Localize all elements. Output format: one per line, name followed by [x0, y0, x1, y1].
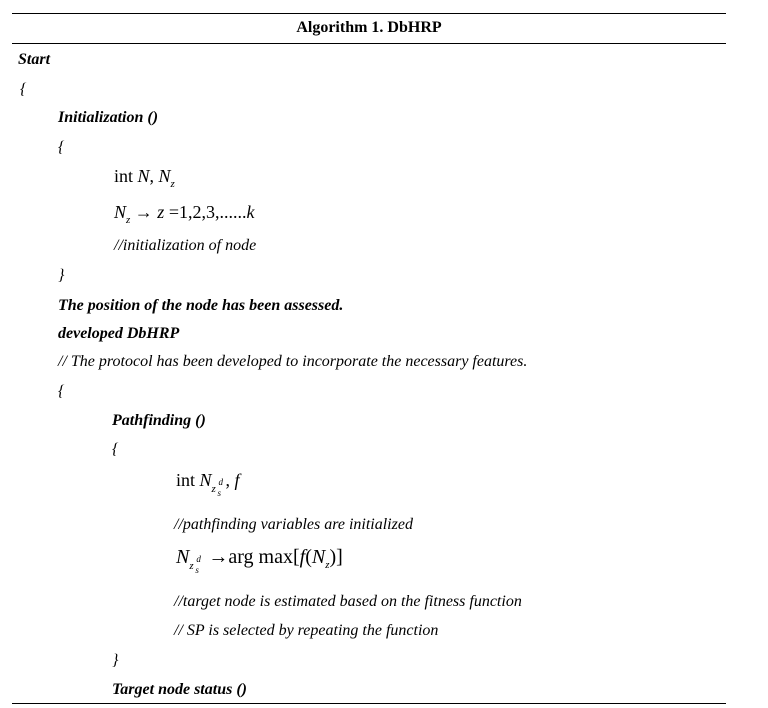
argmax-sub-s: s	[195, 565, 199, 575]
argmax-f: f	[299, 546, 306, 568]
argmax-arrow: →	[208, 546, 229, 568]
subsub-d: d	[218, 477, 224, 487]
var-N-zsd: N	[199, 470, 212, 490]
comment-initialization: //initialization of node	[114, 237, 257, 254]
open-brace-pathfinding: {	[112, 441, 119, 458]
argmax-Nz: N	[311, 546, 326, 568]
open-brace-init: {	[58, 139, 65, 156]
equals-symbol: =	[168, 202, 179, 222]
node-mapping-line	[114, 200, 254, 232]
sub-z: z	[170, 178, 175, 190]
comment-target-node: //target node is estimated based on the fitness function	[174, 593, 522, 610]
table-bottom-rule	[12, 703, 726, 704]
table-top-rule	[12, 13, 726, 14]
argmax-text: arg max	[228, 546, 293, 568]
position-assessed-text: The position of the node has been assessed.	[58, 297, 344, 314]
mapping-z: z	[157, 202, 165, 222]
argmax-sub-d: d	[196, 554, 201, 564]
int-declaration-line: int N, $N_z$	[114, 166, 175, 190]
argmax-Nz-sub: z	[325, 559, 330, 571]
open-brace-outer: {	[20, 81, 27, 98]
argmax-line: N z d s →arg $\max[f(N_z)]$	[176, 546, 343, 575]
mapping-N: N	[114, 202, 127, 222]
var-k: k	[246, 202, 255, 222]
var-f: f	[234, 470, 240, 490]
algorithm-title: Algorithm 1. DbHRP	[296, 19, 442, 36]
target-node-status-function: Target node status ()	[112, 681, 247, 698]
initialization-function: Initialization ()	[58, 109, 159, 126]
subscript-z-s-d	[211, 477, 226, 498]
subsub-s: s	[217, 488, 222, 498]
arrow-symbol: →	[134, 202, 153, 222]
comment-sp-selected: // SP is selected by repeating the function	[174, 622, 439, 639]
argmax-sub-z: z	[189, 560, 194, 572]
close-brace-init: }	[58, 267, 65, 284]
var-Nz: N	[158, 166, 171, 186]
argmax-subscript	[189, 554, 203, 575]
close-brace-pathfinding: }	[112, 652, 119, 669]
title-bottom-rule	[12, 43, 726, 44]
int-keyword: int	[114, 166, 134, 186]
pathfinding-function: Pathfinding ()	[112, 412, 206, 429]
argmax-N: N	[176, 546, 190, 568]
var-N: N	[137, 166, 150, 186]
subsub-z: z	[211, 483, 216, 495]
mapping-sub-z: z	[126, 214, 131, 226]
comment-protocol: // The protocol has been developed to incorporate the necessary features.	[58, 353, 528, 370]
start-keyword: Start	[18, 51, 51, 68]
int-keyword-2: int	[176, 470, 196, 490]
pathfinding-int-line: int N z d s , f	[176, 470, 240, 498]
developed-dbhrp-text: developed DbHRP	[58, 325, 180, 342]
comment-pathfinding-vars: //pathfinding variables are initialized	[174, 516, 413, 533]
open-brace-protocol: {	[58, 383, 65, 400]
sequence-values: 1,2,3,......	[178, 202, 247, 222]
